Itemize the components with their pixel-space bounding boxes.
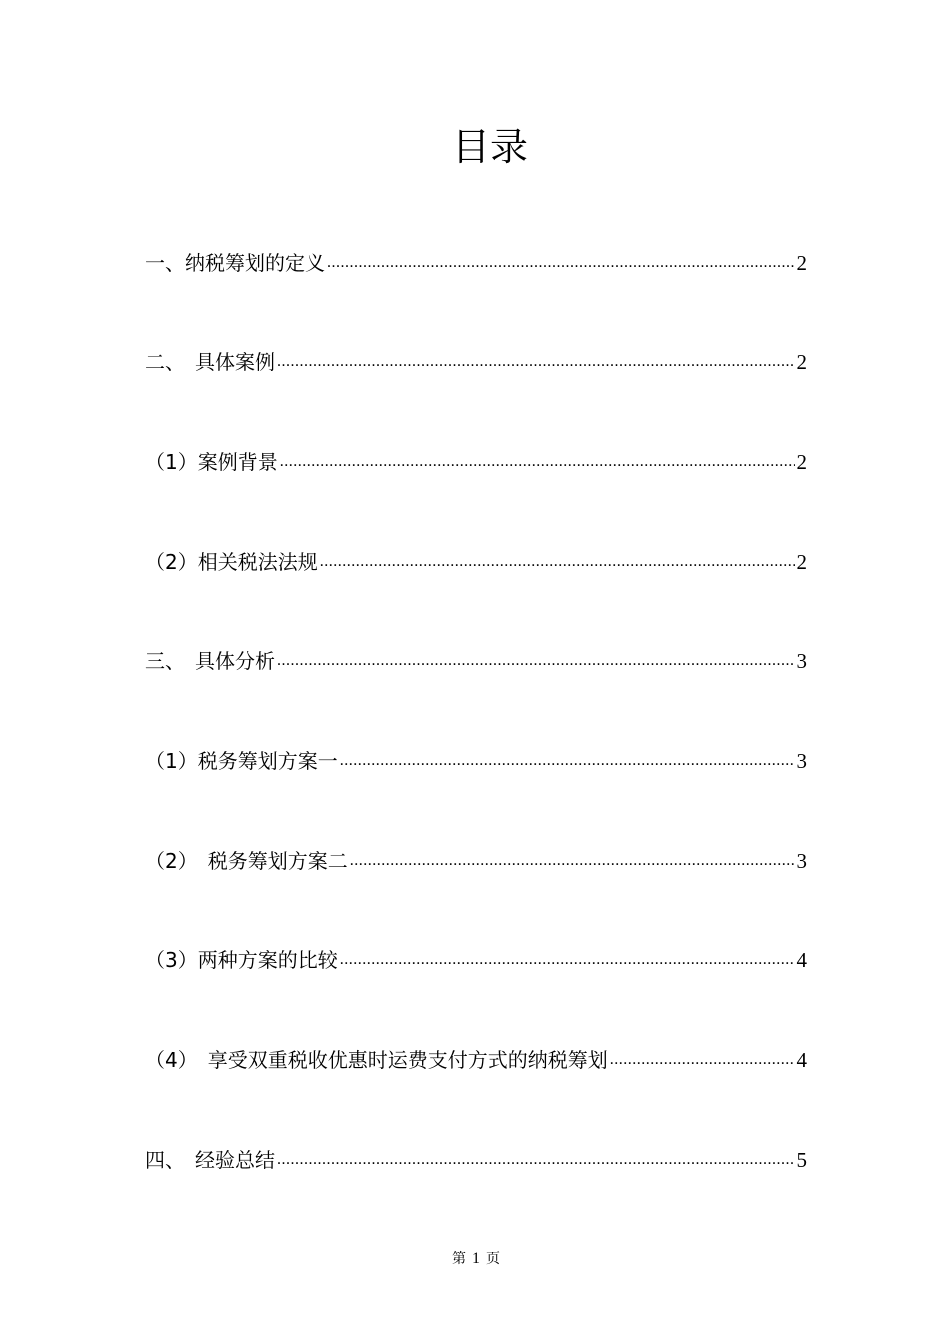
toc-entry[interactable] — [145, 246, 807, 276]
toc-entry[interactable] — [145, 345, 807, 375]
toc-entry-title: 三、 具体分析 — [145, 649, 275, 673]
toc-entry[interactable] — [145, 943, 807, 973]
toc-entry[interactable] — [145, 445, 807, 475]
toc-entry[interactable] — [145, 844, 807, 874]
footer-prefix: 第 — [452, 1252, 466, 1267]
toc-entry-page: 3 — [796, 849, 807, 873]
toc-dot-leader — [277, 351, 795, 373]
toc-dot-leader — [277, 1149, 795, 1171]
toc-entry-title: （4） 享受双重税收优惠时运费支付方式的纳税筹划 — [145, 1048, 608, 1072]
toc-dot-leader — [320, 551, 795, 573]
toc-entry-page: 4 — [796, 1048, 807, 1072]
toc-entry[interactable] — [145, 1143, 807, 1173]
toc-entry-page: 2 — [796, 450, 807, 474]
toc-dot-leader — [327, 252, 795, 274]
toc-entry-page: 5 — [796, 1148, 807, 1172]
toc-dot-leader — [610, 1049, 795, 1071]
toc-dot-leader — [280, 451, 795, 473]
toc-entry-page: 2 — [796, 251, 807, 275]
toc-entry-title: （2） 税务筹划方案二 — [145, 849, 348, 873]
toc-dot-leader — [350, 850, 795, 872]
toc-dot-leader — [277, 650, 795, 672]
toc-entry[interactable] — [145, 644, 807, 674]
footer-suffix: 页 — [486, 1252, 500, 1267]
toc-entry-page: 4 — [796, 948, 807, 972]
toc-entry-title: （2）相关税法法规 — [145, 550, 318, 574]
toc-entry-title: 二、 具体案例 — [145, 350, 275, 374]
toc-entry-page: 3 — [796, 749, 807, 773]
toc-entry[interactable] — [145, 1043, 807, 1073]
toc-entry-title: （3）两种方案的比较 — [145, 948, 338, 972]
toc-entry-title: 四、 经验总结 — [145, 1148, 275, 1172]
page-footer — [0, 1248, 950, 1271]
toc-dot-leader — [340, 949, 795, 971]
toc-entry-page: 2 — [796, 550, 807, 574]
toc-entry[interactable] — [145, 545, 807, 575]
toc-dot-leader — [340, 750, 795, 772]
toc-entry[interactable] — [145, 744, 807, 774]
toc-entry-title: 一、纳税筹划的定义 — [145, 251, 325, 275]
page-title: 目录 — [451, 125, 528, 169]
toc-entry-page: 2 — [796, 350, 807, 374]
toc-entry-title: （1）案例背景 — [145, 450, 278, 474]
toc-entry-page: 3 — [796, 649, 807, 673]
footer-page-number: 1 — [472, 1250, 480, 1267]
toc-entry-title: （1）税务筹划方案一 — [145, 749, 338, 773]
